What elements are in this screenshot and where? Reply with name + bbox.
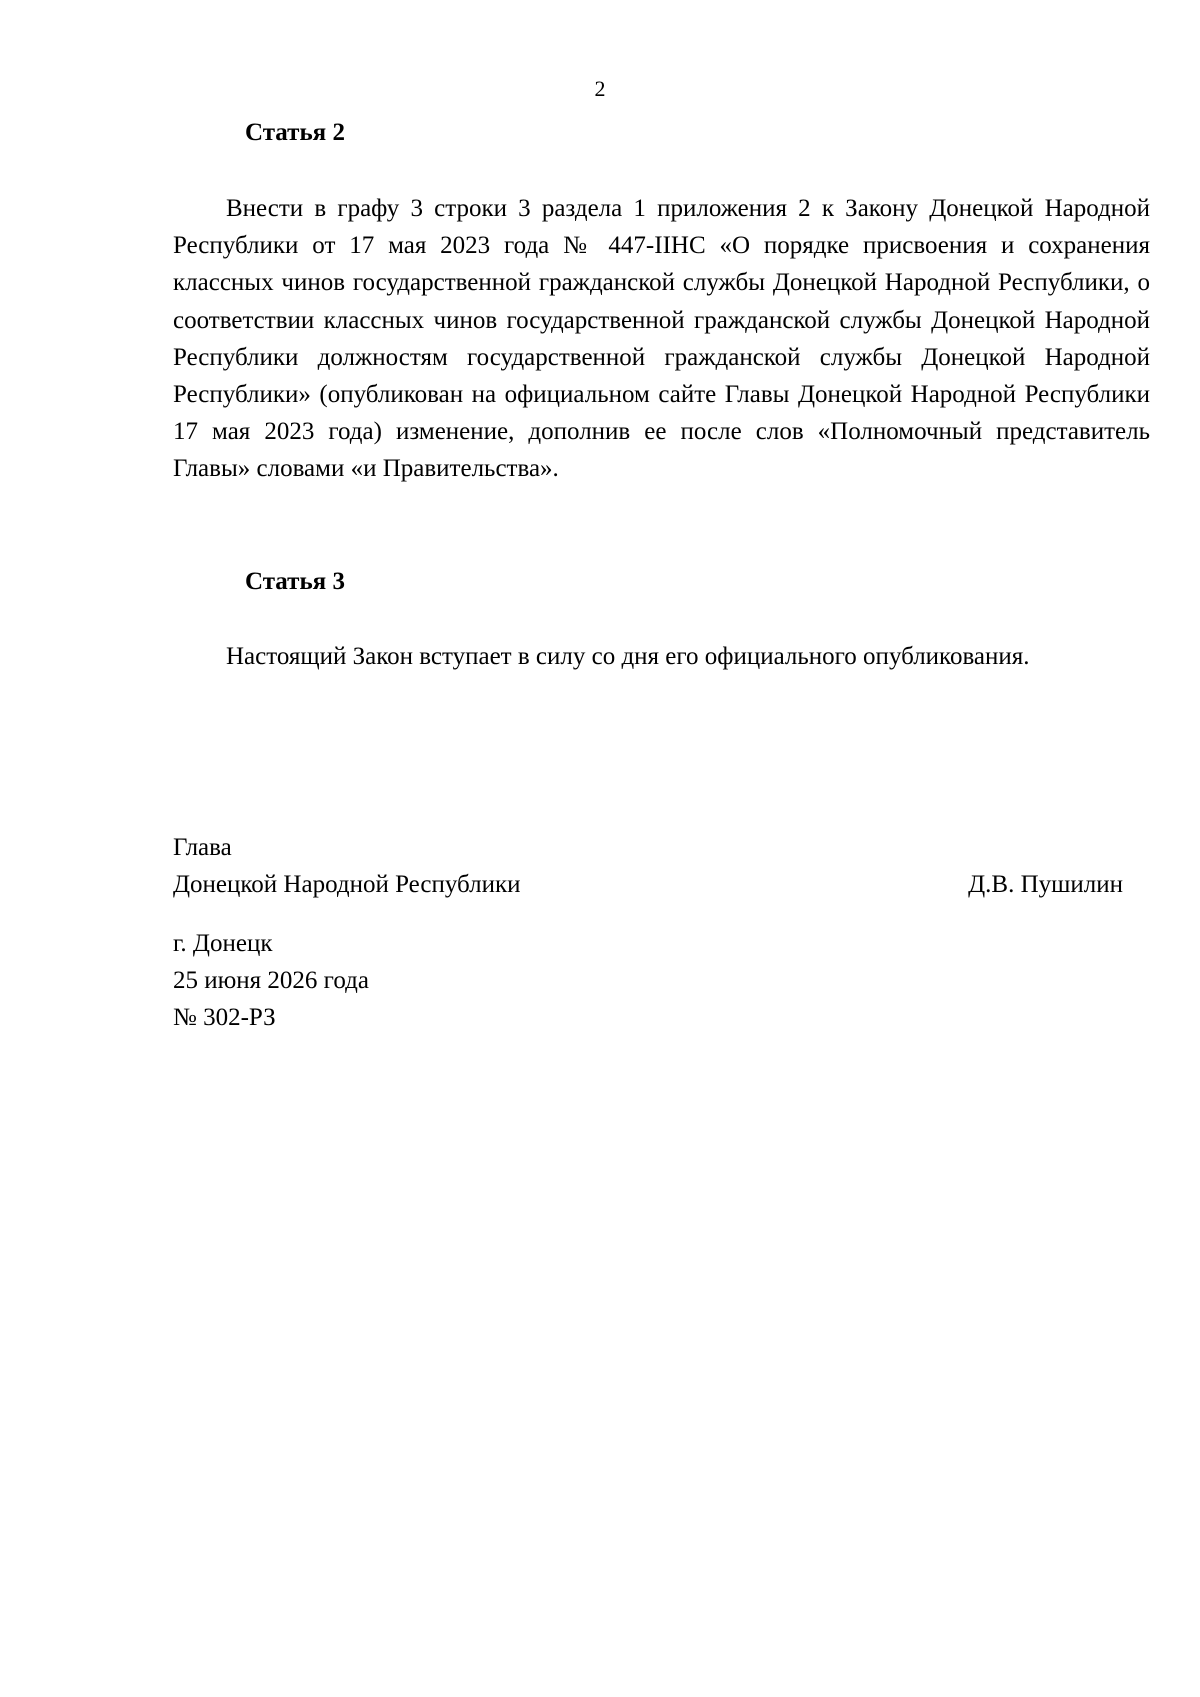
issue-date: 25 июня 2026 года bbox=[173, 967, 369, 994]
signatory-title-line-2: Донецкой Народной Республики bbox=[173, 871, 521, 898]
law-number: № 302-РЗ bbox=[173, 1004, 276, 1031]
article-2-heading: Статья 2 bbox=[245, 119, 345, 146]
signatory-row bbox=[173, 866, 1123, 903]
signature-block bbox=[173, 829, 1123, 903]
article-3-text: Настоящий Закон вступает в силу со дня его официального опубликования. bbox=[226, 643, 1030, 670]
page-number: 2 bbox=[594, 76, 606, 101]
signatory-title-line-1: Глава bbox=[173, 834, 232, 861]
signatory-name: Д.В. Пушилин bbox=[968, 871, 1123, 898]
article-2-text: Внести в графу 3 строки 3 раздела 1 приложения 2 к Закону Донецкой Народной Республики от 17 мая 2023 года № 447-IIНС «О порядке присвоения и сохранения классных чинов государственной гражданской службы Донецкой Народной Республики, о соответствии классных чинов государственной гражданской службы Донецкой Народной Республики должностям государственной гражданской службы Донецкой Народной Республики» (опубликован на официальном сайте Главы Донецкой Народной Республики 17 мая 2023 года) изменение, дополнив ее после слов «Полномочный представитель Главы» словами «и Правительства». bbox=[173, 195, 1150, 483]
article-3-heading: Статья 3 bbox=[245, 568, 345, 595]
issue-place: г. Донецк bbox=[173, 930, 273, 957]
issue-details bbox=[173, 925, 369, 1036]
